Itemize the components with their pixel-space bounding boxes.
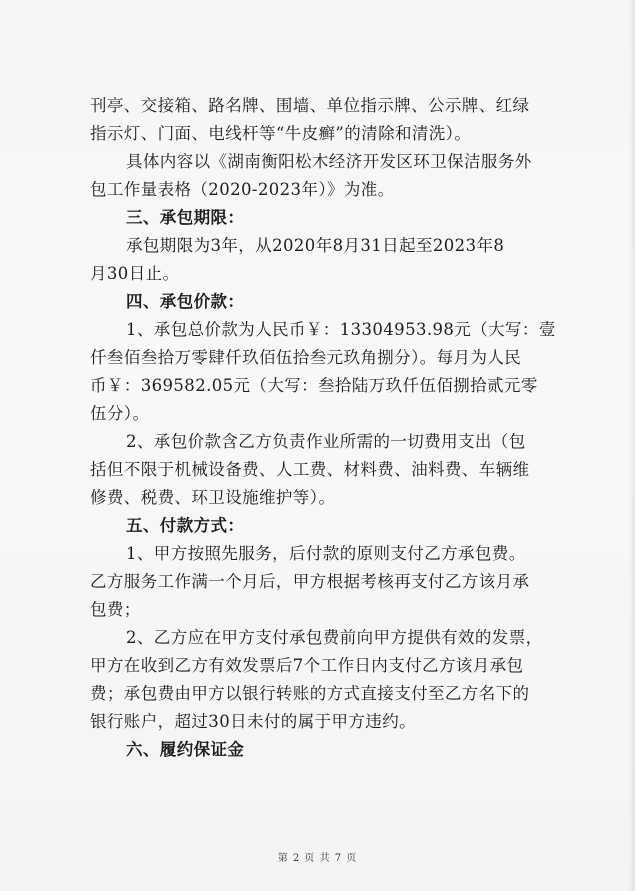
text-line: 费；承包费由甲方以银行转账的方式直接支付至乙方名下的 bbox=[90, 684, 530, 703]
scan-edge-shadow bbox=[629, 0, 635, 891]
text-line: 具体内容以《湖南衡阳松木经济开发区环卫保洁服务外 bbox=[126, 152, 532, 171]
text-line: 刊亭、交接箱、路名牌、围墙、单位指示牌、公示牌、红绿 bbox=[90, 96, 530, 115]
text-line: 1、甲方按照先服务，后付款的原则支付乙方承包费。 bbox=[126, 544, 526, 563]
section-heading: 四、承包价款： bbox=[126, 292, 245, 311]
text-line: 承包期限为3年，从2020年8月31日起至2023年8 bbox=[126, 236, 505, 255]
text-line: 币￥：369582.05元（大写：叁拾陆万玖仟伍佰捌拾贰元零 bbox=[90, 376, 538, 395]
text-line: 甲方在收到乙方有效发票后7个工作日内支付乙方该月承包 bbox=[90, 656, 524, 675]
text-line: 月30日止。 bbox=[90, 264, 180, 283]
text-line: 包费； bbox=[90, 600, 141, 619]
text-line: 仟叁佰叁拾万零肆仟玖佰伍拾叁元玖角捌分）。每月为人民 bbox=[90, 348, 522, 367]
section-heading: 五、付款方式： bbox=[126, 516, 245, 535]
text-line: 指示灯、门面、电线杆等“牛皮癣”的清除和清洗）。 bbox=[90, 124, 472, 143]
page-number: 第 2 页 共 7 页 bbox=[277, 853, 358, 864]
text-line: 2、承包价款含乙方负责作业所需的一切费用支出（包 bbox=[126, 432, 526, 451]
section-heading: 三、承包期限： bbox=[126, 208, 245, 227]
text-line: 包工作量表格（2020-2023年）》为准。 bbox=[90, 180, 395, 199]
text-line: 修费、税费、环卫设施维护等）。 bbox=[90, 488, 336, 507]
text-line: 2、乙方应在甲方支付承包费前向甲方提供有效的发票， bbox=[126, 628, 543, 647]
text-line: 1、承包总价款为人民币￥：13304953.98元（大写：壹 bbox=[126, 320, 556, 339]
text-line: 乙方服务工作满一个月后，甲方根据考核再支付乙方该月承 bbox=[90, 572, 530, 591]
text-line: 伍分）。 bbox=[90, 404, 150, 423]
body-text bbox=[90, 92, 556, 764]
text-line: 银行账户，超过30日未付的属于甲方违约。 bbox=[90, 712, 416, 731]
text-line: 括但不限于机械设备费、人工费、材料费、油料费、车辆维 bbox=[90, 460, 530, 479]
section-heading: 六、履约保证金 bbox=[126, 740, 245, 759]
